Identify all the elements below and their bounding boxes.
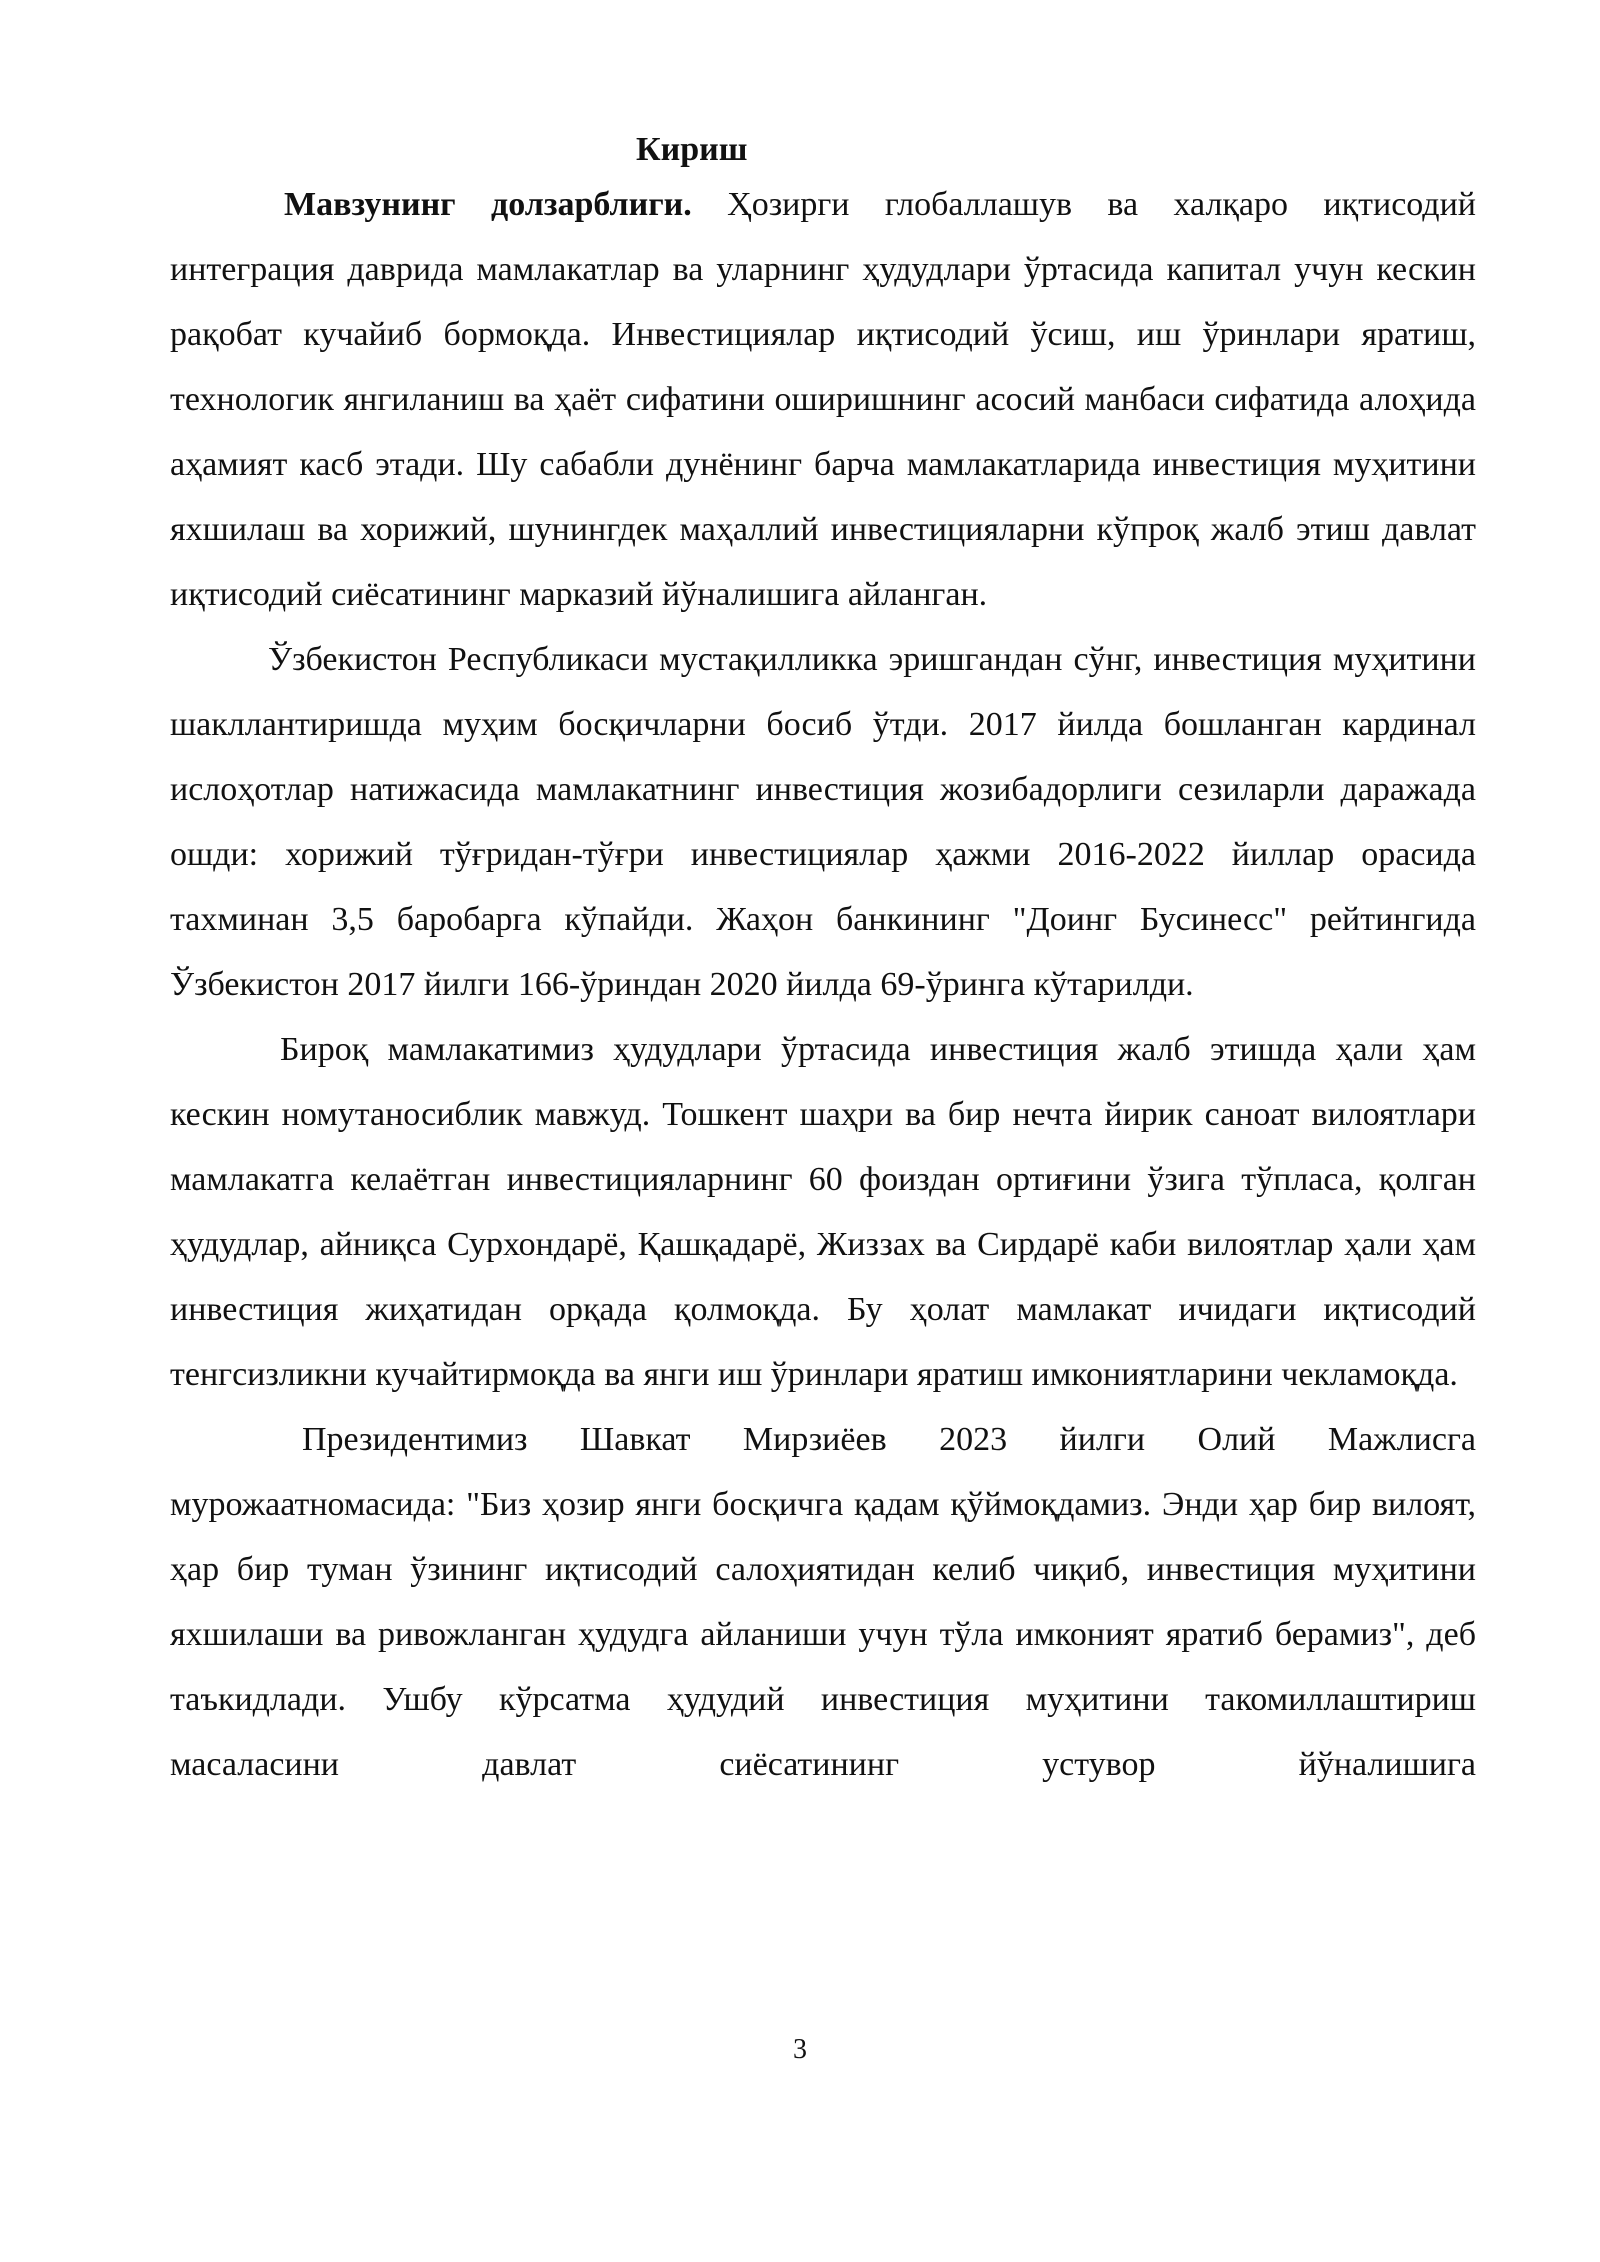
page-number: 3 <box>793 2034 807 2065</box>
paragraph-uzbekistan-reforms: Ўзбекистон Республикаси мустақилликка эришгандан сўнг, инвестиция муҳитини шакллантиришда муҳим босқичларни босиб ўтди. 2017 йилда бошланган кардинал ислоҳотлар натижасида мамлакатнинг инвестиция жозибадорлиги сезиларли даражада ошди: хорижий тўғридан-тўғри инвестициялар ҳажми 2016-2022 йиллар орасида тахминан 3,5 баробарга кўпайди. Жаҳон банкининг "Доинг Бусинесс" рейтингида Ўзбекистон 2017 йилги 166-ўриндан 2020 йилда 69-ўринга кўтарилди. <box>170 641 1476 1003</box>
paragraph-regional-disparity: Бироқ мамлакатимиз ҳудудлари ўртасида инвестиция жалб этишда ҳали ҳам кескин номутаносиблик мавжуд. Тошкент шаҳри ва бир нечта йирик саноат вилоятлари мамлакатга келаётган инвестицияларнинг 60 фоиздан ортиғини ўзига тўпласа, қолган ҳудудлар, айниқса Сурхондарё, Қашқадарё, Жиззах ва Сирдарё каби вилоятлар ҳали ҳам инвестиция жиҳатидан орқада қолмоқда. Бу ҳолат мамлакат ичидаги иқтисодий тенгсизликни кучайтирмоқда ва янги иш ўринлари яратиш имкониятларини чекламоқда. <box>170 1031 1476 1393</box>
paragraph-text: Ҳозирги глобаллашув ва халқаро иқтисодий интеграция даврида мамлакатлар ва уларнинг ҳудудлари ўртасида капитал учун кескин рақобат кучайиб бормоқда. Инвестициялар иқтисодий ўсиш, иш ўринлари яратиш, технологик янгиланиш ва ҳаёт сифатини оширишнинг асосий манбаси сифатида алоҳида аҳамият касб этади. Шу сабабли дунёнинг барча мамлакатларида инвестиция муҳитини яхшилаш ва хорижий, шунингдек маҳаллий инвестицияларни кўпроқ жалб этиш давлат иқтисодий сиёсатининг марказий йўналишига айланган. <box>170 186 1476 613</box>
section-title: Кириш <box>636 131 748 168</box>
paragraph-president-address: Президентимиз Шавкат Мирзиёев 2023 йилги Олий Мажлисга мурожаатномасида: "Биз ҳозир янги босқичга қадам қўймоқдамиз. Энди ҳар бир вилоят, ҳар бир туман ўзининг иқтисодий салоҳиятидан келиб чиқиб, инвестиция муҳитини яхшилаши ва ривожланган ҳудудга айланиши учун тўла имконият яратиб берамиз", деб таъкидлади. Ушбу кўрсатма ҳудудий инвестиция муҳитини такомиллаштириш масаласини давлат сиёсатининг устувор йўналишига <box>170 1421 1476 1783</box>
document-body <box>170 128 1476 1797</box>
paragraph-lead: Мавзунинг долзарблиги. <box>284 186 692 223</box>
paragraph-relevance <box>170 172 1476 627</box>
